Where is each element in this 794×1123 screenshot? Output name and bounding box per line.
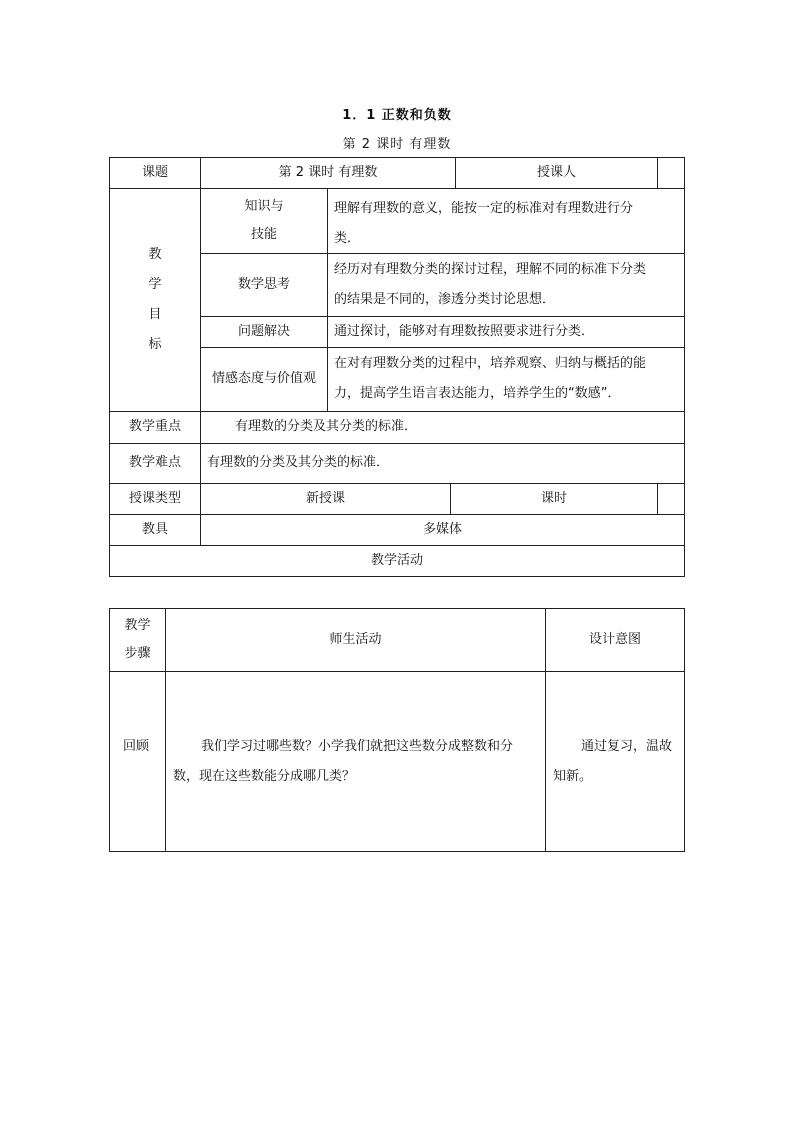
activity-header: 师生活动	[329, 631, 382, 647]
activity-line: 数，现在这些数能分成哪几类？	[173, 769, 356, 784]
topic-value: 第 2 课时 有理数	[278, 164, 378, 180]
goals-label-char: 教	[148, 247, 162, 262]
intent-header: 设计意图	[588, 631, 641, 647]
goal-text-line: 力，提高学生语言表达能力，培养学生的“数感”．	[334, 386, 621, 401]
teacher-label: 授课人	[536, 164, 576, 180]
activity-cell	[173, 732, 543, 792]
tools-label: 教具	[141, 521, 168, 537]
tools-value: 多媒体	[422, 521, 462, 537]
goals-label-char: 标	[148, 337, 162, 352]
goal-text-line: 的结果是不同的，渗透分类讨论思想．	[334, 292, 556, 307]
topic-label: 课题	[141, 164, 168, 180]
hours-label: 课时	[540, 490, 567, 506]
goal-text-problem: 通过探讨，能够对有理数按照要求进行分类．	[334, 323, 595, 339]
goal-name-problem: 问题解决	[237, 323, 290, 339]
intent-cell	[553, 732, 683, 792]
step-header	[110, 609, 165, 671]
goal-text-line: 经历对有理数分类的探讨过程，理解不同的标准下分类	[334, 262, 647, 277]
goal-name-line: 知识与	[244, 199, 284, 214]
hours-value	[658, 484, 684, 514]
teacher-value	[658, 158, 684, 188]
goal-text-thinking	[334, 255, 682, 315]
difficulty-label: 教学难点	[128, 455, 181, 471]
goal-name-knowledge	[201, 189, 327, 253]
goal-name-line: 技能	[250, 227, 277, 242]
goal-text-attitude	[334, 349, 682, 409]
section-title: 1．1 正数和负数	[342, 108, 452, 123]
step-cell: 回顾	[123, 738, 150, 754]
difficulty-value: 有理数的分类及其分类的标准．	[207, 455, 390, 471]
goal-text-knowledge	[334, 194, 682, 254]
lesson-plan-table	[109, 157, 685, 577]
goal-text-line: 类．	[334, 231, 361, 246]
goals-label-char: 目	[148, 307, 162, 322]
type-label: 授课类型	[128, 490, 181, 506]
goal-name-thinking: 数学思考	[237, 276, 290, 292]
goal-name-attitude: 情感态度与价值观	[211, 371, 316, 387]
activity-line: 我们学习过哪些数？小学我们就把这些数分成整数和分	[201, 739, 514, 754]
goal-text-line: 在对有理数分类的过程中，培养观察、归纳与概括的能	[334, 356, 647, 371]
step-header-line: 步骤	[124, 646, 151, 661]
lesson-title: 第 2 课时 有理数	[342, 137, 452, 152]
step-header-line: 教学	[124, 618, 151, 633]
goals-label-char: 学	[148, 277, 162, 292]
activity-table	[109, 608, 685, 852]
type-value: 新授课	[305, 490, 345, 506]
goals-label	[110, 189, 200, 411]
key-point-label: 教学重点	[128, 419, 181, 435]
activities-heading: 教学活动	[370, 552, 423, 568]
intent-line: 知新。	[553, 769, 593, 784]
intent-line: 通过复习，温故	[581, 739, 673, 754]
key-point-value: 有理数的分类及其分类的标准．	[235, 419, 418, 435]
goal-text-line: 理解有理数的意义，能按一定的标准对有理数进行分	[334, 201, 634, 216]
